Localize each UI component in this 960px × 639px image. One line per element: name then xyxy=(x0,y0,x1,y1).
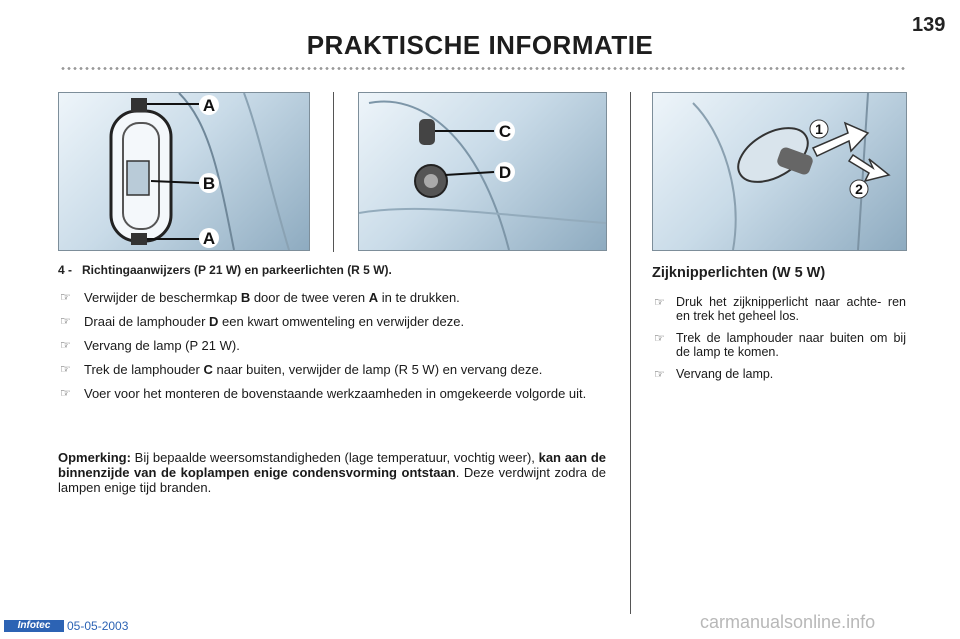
step-ref: C xyxy=(203,362,213,377)
figure-lamp-holders xyxy=(358,92,607,251)
pointing-hand-icon: ☞ xyxy=(60,386,71,400)
page-title: PRAKTISCHE INFORMATIE xyxy=(306,30,654,60)
list-item xyxy=(58,290,606,305)
fig1-label-b: B xyxy=(202,174,216,193)
column-divider-left xyxy=(333,92,334,252)
left-instruction-list xyxy=(58,290,606,410)
list-item xyxy=(58,338,606,353)
note-text: Bij bepaalde weersomstandigheden (lage temperatuur, vochtig weer), xyxy=(130,450,539,465)
step-text: Vervang de lamp. xyxy=(676,367,774,381)
step-text: Vervang de lamp (P 21 W). xyxy=(84,338,240,353)
right-instruction-list xyxy=(652,295,906,389)
caption-text: Richtingaanwijzers (P 21 W) en parkeerlichten (R 5 W). xyxy=(82,263,392,277)
pointing-hand-icon: ☞ xyxy=(654,367,665,381)
step-text: Verwijder de beschermkap xyxy=(84,290,241,305)
step-ref: B xyxy=(240,290,251,305)
step-text: in te drukken. xyxy=(378,290,460,305)
step-text: Draai de lamphouder xyxy=(84,314,210,329)
step-ref: D xyxy=(209,314,219,329)
list-item xyxy=(652,295,906,323)
list-item xyxy=(652,331,906,359)
fig2-label-c: C xyxy=(498,122,512,141)
list-item xyxy=(58,386,606,401)
step-text: door de twee veren xyxy=(250,290,369,305)
fig3-label-2: 2 xyxy=(855,181,863,197)
section-heading: Zijknipperlichten (W 5 W) xyxy=(652,265,826,281)
step-text: Druk het zijknipperlicht naar achte- ren en trek het geheel los. xyxy=(676,295,906,323)
step-text: een kwart omwenteling en verwijder deze. xyxy=(218,314,465,329)
list-item xyxy=(652,367,906,381)
pointing-hand-icon: ☞ xyxy=(60,314,71,328)
list-item xyxy=(58,314,606,329)
step-ref: A xyxy=(368,290,379,305)
pointing-hand-icon: ☞ xyxy=(60,362,71,376)
figure-caption xyxy=(58,263,618,277)
column-divider-right xyxy=(630,92,631,614)
title-dotted-rule xyxy=(60,66,906,71)
caption-number: 4 - xyxy=(58,263,73,277)
pointing-hand-icon: ☞ xyxy=(654,295,665,309)
step-text: Voer voor het monteren de bovenstaande werkzaamheden in omgekeerde volgorde uit. xyxy=(84,386,587,401)
note-bold-text: kan aan de binnenzijde van de koplampen enige condensvorming ontstaan xyxy=(58,450,606,480)
figure-side-indicator xyxy=(652,92,907,251)
pointing-hand-icon: ☞ xyxy=(60,290,71,304)
figure-lamp-cover xyxy=(58,92,310,251)
step-text: naar buiten, verwijder de lamp (R 5 W) en vervang deze. xyxy=(212,362,543,377)
footer-date: 05-05-2003 xyxy=(67,619,129,633)
page-number: 139 xyxy=(912,14,946,36)
step-text: Trek de lamphouder naar buiten om bij de lamp te komen. xyxy=(676,331,906,359)
pointing-hand-icon: ☞ xyxy=(60,338,71,352)
list-item xyxy=(58,362,606,377)
fig1-label-a-top: A xyxy=(202,96,216,115)
note-paragraph xyxy=(58,450,606,495)
fig2-label-d: D xyxy=(498,163,512,182)
step-text: Trek de lamphouder xyxy=(84,362,204,377)
note-text-end: . Deze verdwijnt zodra de lampen enige tijd branden. xyxy=(58,465,607,495)
note-label: Opmerking: xyxy=(58,450,131,465)
fig1-label-a-bottom: A xyxy=(202,229,216,248)
infotec-logo: Infotec xyxy=(4,620,64,632)
pointing-hand-icon: ☞ xyxy=(654,331,665,345)
watermark: carmanualsonline.info xyxy=(700,612,876,632)
fig3-label-1: 1 xyxy=(815,121,823,137)
